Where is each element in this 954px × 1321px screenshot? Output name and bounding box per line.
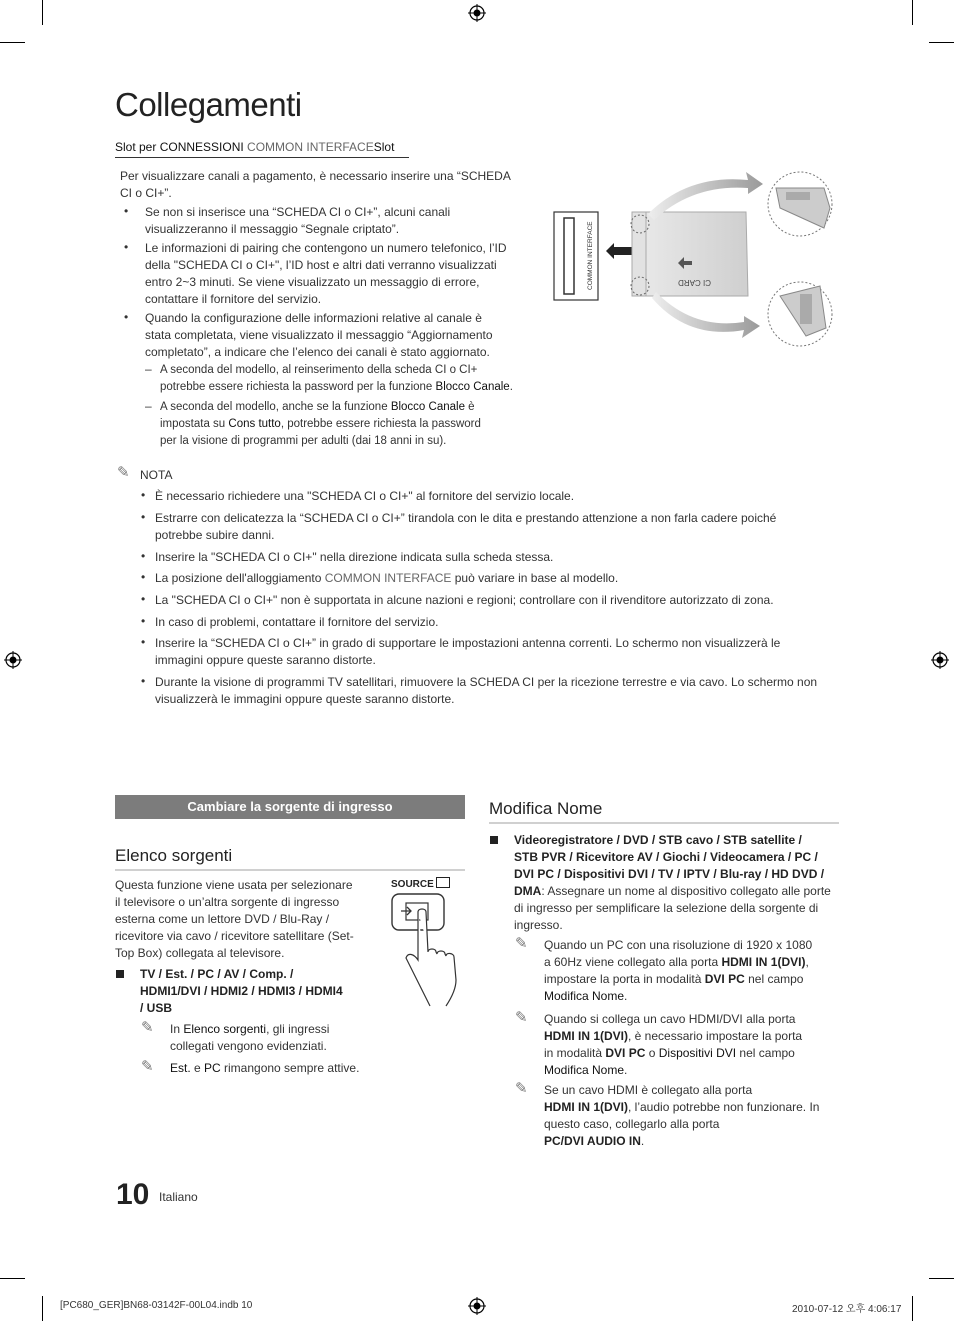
note-item: La posizione dell'alloggiamento COMMON INTERFACE può variare in base al modello. <box>155 571 619 585</box>
square-bullet-icon <box>116 970 124 978</box>
note-icon: ✎ <box>117 464 130 481</box>
crop-mark <box>929 42 954 43</box>
crop-mark <box>42 0 43 25</box>
crop-mark <box>912 0 913 25</box>
section-subtitle: Slot per CONNESSIONI COMMON INTERFACESlot <box>115 140 395 154</box>
bullet-icon: • <box>141 549 146 563</box>
heading-rule <box>115 869 465 871</box>
note-item: Inserire la "SCHEDA CI o CI+" nella direzione indicata sulla scheda stessa. <box>155 550 554 564</box>
card-label: CI CARD <box>678 278 711 287</box>
elenco-note: Est. e PC rimangono sempre attive. <box>170 1061 360 1075</box>
list-item: Quando la configurazione delle informazioni relative al canale è stata completata, viene visualizzato il messaggio “Aggiornamento completato”, a indicare che l’elenco dei canali è stato aggiornato. <box>145 311 493 359</box>
bullet-icon: • <box>141 510 146 524</box>
bullet-icon: • <box>141 488 146 502</box>
elenco-body: Questa funzione viene usata per selezionare il televisore o un’altra sorgente di ingresso esterna come un lettore DVD / Blu-Ray / ricevitore via cavo / ricevitore satellitare (Set- Top Box) collegata al televisore. <box>115 878 354 960</box>
page-language: Italiano <box>159 1190 198 1204</box>
registration-mark-icon <box>931 651 949 669</box>
crop-mark <box>0 1278 25 1279</box>
heading-rule <box>489 822 839 824</box>
sub-list-item: A seconda del modello, al reinserimento della scheda CI o CI+ potrebbe essere richiesta la password per la funzione Blocco Canale. <box>160 364 513 393</box>
ci-card-insertion-diagram <box>548 168 838 348</box>
modifica-heading: Modifica Nome <box>489 799 603 818</box>
list-item: Se non si inserisce una “SCHEDA CI o CI+”, alcuni canali visualizzeranno il messaggio “Segnale criptato”. <box>145 205 451 236</box>
slot-label: COMMON INTERFACE <box>587 221 594 290</box>
footer-file-slug: [PC680_GER]BN68-03142F-00L04.indb 10 <box>60 1300 253 1311</box>
page-number: 10 <box>116 1178 150 1211</box>
menu-icon <box>436 877 450 888</box>
note-icon: ✎ <box>141 1019 154 1036</box>
modifica-item: Videoregistratore / DVD / STB cavo / STB satellite / STB PVR / Ricevitore AV / Giochi / Videocamera / PC / DVI PC / Dispositivi DVI / TV / IPTV / Blu-ray / HD DVD / DMA: Assegnare un nome al dispositivo collegato alle porte di ingresso per semplificare la selezione della sorgente di ingresso. <box>514 833 831 932</box>
footer-timestamp: 2010-07-12 오후 4:06:17 <box>792 1304 902 1315</box>
bullet-icon: • <box>141 570 146 584</box>
square-bullet-icon <box>490 836 498 844</box>
bullet-icon: • <box>124 310 129 324</box>
crop-mark <box>912 1296 913 1321</box>
sub-list-item: A seconda del modello, anche se la funzione Blocco Canale è impostata su Cons tutto, potrebbe essere richiesta la password per la visione di programmi per adulti (dai 18 anni in su). <box>160 401 481 447</box>
registration-mark-icon <box>4 651 22 669</box>
section-bar: Cambiare la sorgente di ingresso <box>115 795 465 819</box>
curved-arrow-icon <box>652 292 760 338</box>
elenco-item: TV / Est. / PC / AV / Comp. / HDMI1/DVI / HDMI2 / HDMI3 / HDMI4 / USB <box>140 967 343 1015</box>
note-item: In caso di problemi, contattare il fornitore del servizio. <box>155 615 439 629</box>
elenco-note: In Elenco sorgenti, gli ingressi collegati vengono evidenziati. <box>170 1022 330 1053</box>
bullet-icon: • <box>141 674 146 688</box>
crop-mark <box>0 42 25 43</box>
note-label: NOTA <box>140 468 173 482</box>
bullet-icon: • <box>124 204 129 218</box>
note-item: Durante la visione di programmi TV satellitari, rimuovere la SCHEDA CI per la ricezione terrestre e via cavo. Lo schermo non visualizzerà le immagini oppure queste saranno distorte. <box>155 675 818 706</box>
crop-mark <box>42 1296 43 1321</box>
dash-icon: – <box>145 362 152 376</box>
note-item: Estrarre con delicatezza la “SCHEDA CI o CI+” tirandola con le dita e prestando attenzione a non farla cadere poiché potrebbe subire danni. <box>155 511 777 542</box>
bullet-icon: • <box>141 592 146 606</box>
modifica-note: Quando un PC con una risoluzione di 1920 x 1080 a 60Hz viene collegato alla porta HDMI IN 1(DVI), impostare la porta in modalità DVI PC nel campo Modifica Nome. <box>544 938 813 1003</box>
intro-paragraph: Per visualizzare canali a pagamento, è necessario inserire una “SCHEDA CI o CI+”. <box>120 169 511 200</box>
page-title: Collegamenti <box>115 86 302 123</box>
source-label: SOURCE <box>391 877 450 890</box>
modifica-note: Se un cavo HDMI è collegato alla porta HDMI IN 1(DVI), l’audio potrebbe non funzionare. In questo caso, collegarlo alla porta PC/DVI AUDIO IN. <box>544 1083 820 1148</box>
bullet-icon: • <box>141 614 146 628</box>
dash-icon: – <box>145 399 152 413</box>
bullet-icon: • <box>124 240 129 254</box>
registration-mark-icon <box>468 1297 486 1315</box>
note-item: La "SCHEDA CI o CI+" non è supportata in alcune nazioni e regioni; controllare con il rivenditore autorizzato di zona. <box>155 593 774 607</box>
modifica-note: Quando si collega un cavo HDMI/DVI alla porta HDMI IN 1(DVI), è necessario impostare la porta in modalità DVI PC o Dispositivi DVI nel campo Modifica Nome. <box>544 1012 803 1077</box>
bullet-icon: • <box>141 635 146 649</box>
elenco-heading: Elenco sorgenti <box>115 846 233 865</box>
note-item: È necessario richiedere una "SCHEDA CI o CI+" al fornitore del servizio locale. <box>155 489 575 503</box>
note-icon: ✎ <box>515 1080 528 1097</box>
note-icon: ✎ <box>515 1009 528 1026</box>
crop-mark <box>929 1278 954 1279</box>
note-item: Inserire la “SCHEDA CI o CI+” in grado di supportare le impostazioni antenna correnti. Lo schermo non visualizzerà le immagini oppure queste saranno distorte. <box>155 636 781 667</box>
registration-mark-icon <box>468 4 486 22</box>
note-icon: ✎ <box>515 935 528 952</box>
note-icon: ✎ <box>141 1058 154 1075</box>
subtitle-underline <box>115 157 409 158</box>
list-item: Le informazioni di pairing che contengono un numero telefonico, l’ID della "SCHEDA CI o CI+", l’ID host e altri dati verranno visualizzati entro 2~3 minuti. Se viene visualizzato un messaggio di errore, contattare il fornitore del servizio. <box>145 241 507 306</box>
source-button-hand-icon <box>388 890 466 1008</box>
